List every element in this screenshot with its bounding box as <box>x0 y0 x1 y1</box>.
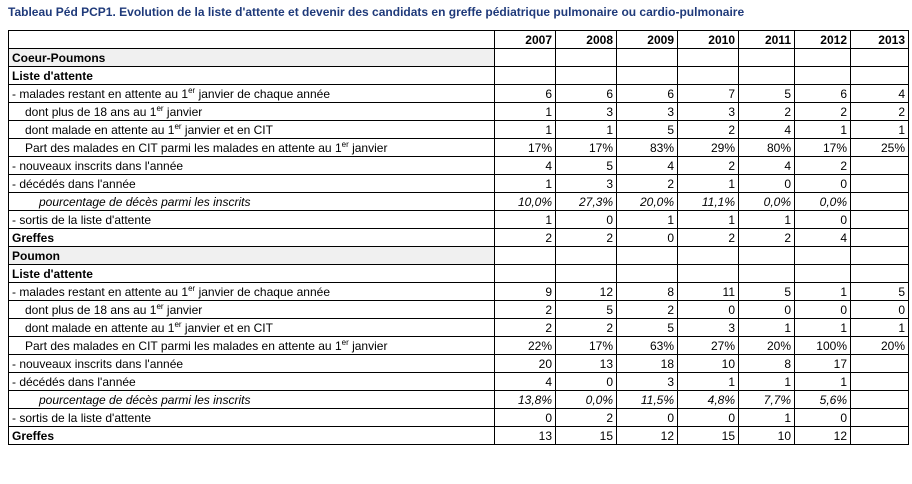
value-cell: 2 <box>556 319 617 337</box>
value-cell: 8 <box>739 355 795 373</box>
value-cell <box>739 49 795 67</box>
value-cell: 2 <box>739 103 795 121</box>
value-cell: 4 <box>617 157 678 175</box>
value-cell: 1 <box>495 103 556 121</box>
value-cell: 17 <box>795 355 851 373</box>
value-cell: 63% <box>617 337 678 355</box>
value-cell <box>739 265 795 283</box>
value-cell: 1 <box>795 121 851 139</box>
row-label-text: dont malade en attente au 1 <box>25 122 175 137</box>
table-row <box>9 193 909 211</box>
row-label-text: Part des malades en CIT parmi les malades en attente au 1 <box>25 140 342 155</box>
row-label <box>9 139 495 157</box>
value-cell: 6 <box>617 85 678 103</box>
value-cell: 22% <box>495 337 556 355</box>
value-cell: 20% <box>851 337 909 355</box>
row-label-text: pourcentage de décès parmi les inscrits <box>39 392 251 407</box>
value-cell <box>678 247 739 265</box>
value-cell: 0 <box>795 211 851 229</box>
value-cell: 11 <box>678 283 739 301</box>
year-header: 2013 <box>851 31 909 49</box>
value-cell: 20 <box>495 355 556 373</box>
value-cell <box>495 265 556 283</box>
value-cell: 6 <box>556 85 617 103</box>
table-row <box>9 139 909 157</box>
value-cell: 4 <box>795 229 851 247</box>
row-label-text: Liste d'attente <box>12 266 93 281</box>
value-cell: 5 <box>851 283 909 301</box>
row-label <box>9 283 495 301</box>
row-label-text-end: janvier <box>163 104 203 119</box>
row-label-text: Part des malades en CIT parmi les malades en attente au 1 <box>25 338 342 353</box>
section-row <box>9 49 909 67</box>
subheader-row <box>9 67 909 85</box>
value-cell: 1 <box>795 373 851 391</box>
value-cell: 4 <box>495 157 556 175</box>
value-cell: 20,0% <box>617 193 678 211</box>
value-cell: 1 <box>795 319 851 337</box>
value-cell: 10,0% <box>495 193 556 211</box>
table-row <box>9 157 909 175</box>
row-label-text-end: janvier de chaque année <box>195 284 331 299</box>
row-label <box>9 391 495 409</box>
year-header: 2009 <box>617 31 678 49</box>
value-cell: 1 <box>678 211 739 229</box>
row-label-text: dont plus de 18 ans au 1 <box>25 302 157 317</box>
table-row <box>9 85 909 103</box>
row-label <box>9 247 495 265</box>
value-cell <box>851 193 909 211</box>
year-header: 2008 <box>556 31 617 49</box>
value-cell: 3 <box>617 103 678 121</box>
value-cell: 5 <box>617 319 678 337</box>
value-cell: 12 <box>617 427 678 445</box>
value-cell <box>556 247 617 265</box>
row-label <box>9 355 495 373</box>
table-body <box>9 31 909 445</box>
value-cell <box>617 265 678 283</box>
value-cell: 5 <box>617 121 678 139</box>
value-cell: 5 <box>739 283 795 301</box>
value-cell: 0,0% <box>795 193 851 211</box>
row-label <box>9 229 495 247</box>
value-cell: 0 <box>851 301 909 319</box>
table-row <box>9 409 909 427</box>
value-cell <box>851 49 909 67</box>
row-label <box>9 265 495 283</box>
value-cell: 2 <box>495 301 556 319</box>
value-cell: 15 <box>678 427 739 445</box>
row-label-text-end: janvier et en CIT <box>181 320 273 335</box>
value-cell <box>739 67 795 85</box>
value-cell: 10 <box>678 355 739 373</box>
value-cell <box>495 67 556 85</box>
value-cell: 2 <box>795 157 851 175</box>
row-label-text: - nouveaux inscrits dans l'année <box>12 158 184 173</box>
row-label-superscript: er <box>174 319 182 329</box>
value-cell: 13,8% <box>495 391 556 409</box>
table-row <box>9 211 909 229</box>
value-cell: 1 <box>495 211 556 229</box>
value-cell: 4 <box>495 373 556 391</box>
value-cell: 2 <box>739 229 795 247</box>
table-row <box>9 103 909 121</box>
value-cell: 4 <box>851 85 909 103</box>
value-cell: 2 <box>678 157 739 175</box>
value-cell: 17% <box>556 337 617 355</box>
value-cell: 3 <box>556 103 617 121</box>
table-row <box>9 301 909 319</box>
header-corner-cell <box>9 31 495 49</box>
value-cell <box>851 67 909 85</box>
row-label-text: Greffes <box>12 428 55 443</box>
value-cell: 0 <box>678 301 739 319</box>
value-cell: 3 <box>678 319 739 337</box>
value-cell: 100% <box>795 337 851 355</box>
value-cell: 3 <box>617 373 678 391</box>
value-cell <box>617 247 678 265</box>
value-cell <box>851 355 909 373</box>
value-cell <box>795 265 851 283</box>
value-cell: 1 <box>851 319 909 337</box>
table-row <box>9 355 909 373</box>
value-cell <box>851 391 909 409</box>
row-label <box>9 175 495 193</box>
value-cell: 5 <box>556 301 617 319</box>
value-cell <box>678 67 739 85</box>
value-cell: 1 <box>795 283 851 301</box>
row-label-superscript: er <box>341 337 349 347</box>
value-cell <box>495 247 556 265</box>
row-label <box>9 319 495 337</box>
section-row <box>9 247 909 265</box>
value-cell: 29% <box>678 139 739 157</box>
year-header: 2012 <box>795 31 851 49</box>
value-cell: 15 <box>556 427 617 445</box>
value-cell <box>851 211 909 229</box>
value-cell: 1 <box>678 175 739 193</box>
row-label <box>9 427 495 445</box>
row-label <box>9 121 495 139</box>
value-cell: 17% <box>556 139 617 157</box>
row-label-superscript: er <box>174 121 182 131</box>
row-label-text: Poumon <box>12 248 60 263</box>
row-label-text: - décédés dans l'année <box>12 176 136 191</box>
value-cell: 5 <box>556 157 617 175</box>
value-cell <box>678 49 739 67</box>
row-label-text-end: janvier <box>348 338 388 353</box>
year-header: 2010 <box>678 31 739 49</box>
value-cell: 27,3% <box>556 193 617 211</box>
row-label-text-end: janvier <box>348 140 388 155</box>
value-cell: 25% <box>851 139 909 157</box>
value-cell: 17% <box>795 139 851 157</box>
value-cell: 2 <box>851 103 909 121</box>
value-cell <box>851 157 909 175</box>
row-label-superscript: er <box>341 139 349 149</box>
value-cell: 2 <box>495 319 556 337</box>
value-cell: 17% <box>495 139 556 157</box>
value-cell: 6 <box>795 85 851 103</box>
value-cell <box>556 67 617 85</box>
value-cell <box>851 427 909 445</box>
value-cell: 4 <box>739 121 795 139</box>
header-row <box>9 31 909 49</box>
table-title: Tableau Péd PCP1. Evolution de la liste d'attente et devenir des candidats en greffe pédiatrique pulmonaire ou cardio-pulmonaire <box>8 5 745 19</box>
table-row <box>9 427 909 445</box>
value-cell: 0 <box>795 301 851 319</box>
value-cell: 2 <box>795 103 851 121</box>
value-cell: 2 <box>617 301 678 319</box>
value-cell <box>739 247 795 265</box>
value-cell: 2 <box>556 409 617 427</box>
value-cell <box>851 373 909 391</box>
row-label-superscript: er <box>156 301 164 311</box>
value-cell: 4,8% <box>678 391 739 409</box>
row-label-text: - sortis de la liste d'attente <box>12 212 152 227</box>
value-cell: 5,6% <box>795 391 851 409</box>
value-cell <box>495 49 556 67</box>
value-cell: 1 <box>851 121 909 139</box>
row-label <box>9 103 495 121</box>
value-cell: 11,1% <box>678 193 739 211</box>
row-label-text: - malades restant en attente au 1 <box>12 86 189 101</box>
value-cell <box>556 265 617 283</box>
value-cell: 0 <box>739 175 795 193</box>
value-cell: 0 <box>556 373 617 391</box>
value-cell: 1 <box>739 211 795 229</box>
row-label-superscript: er <box>188 85 196 95</box>
row-label <box>9 337 495 355</box>
value-cell <box>851 175 909 193</box>
row-label-text: Greffes <box>12 230 55 245</box>
value-cell <box>851 409 909 427</box>
row-label-text: dont malade en attente au 1 <box>25 320 175 335</box>
value-cell: 0 <box>495 409 556 427</box>
table-row <box>9 337 909 355</box>
row-label-text: - décédés dans l'année <box>12 374 136 389</box>
value-cell: 0 <box>556 211 617 229</box>
row-label-text: - malades restant en attente au 1 <box>12 284 189 299</box>
value-cell: 13 <box>556 355 617 373</box>
row-label-superscript: er <box>188 283 196 293</box>
table-row <box>9 229 909 247</box>
waiting-list-table <box>8 30 909 445</box>
value-cell: 1 <box>495 175 556 193</box>
value-cell: 0,0% <box>556 391 617 409</box>
row-label-text: dont plus de 18 ans au 1 <box>25 104 157 119</box>
value-cell <box>617 67 678 85</box>
row-label-text: Liste d'attente <box>12 68 93 83</box>
row-label-text: Coeur-Poumons <box>12 50 106 65</box>
value-cell: 2 <box>678 229 739 247</box>
value-cell: 80% <box>739 139 795 157</box>
value-cell <box>678 265 739 283</box>
value-cell <box>851 247 909 265</box>
value-cell: 4 <box>739 157 795 175</box>
row-label <box>9 85 495 103</box>
row-label-text: - sortis de la liste d'attente <box>12 410 152 425</box>
value-cell <box>795 49 851 67</box>
value-cell: 1 <box>617 211 678 229</box>
row-label-superscript: er <box>156 103 164 113</box>
value-cell: 12 <box>795 427 851 445</box>
row-label-text: pourcentage de décès parmi les inscrits <box>39 194 251 209</box>
value-cell: 0,0% <box>739 193 795 211</box>
row-label-text-end: janvier et en CIT <box>181 122 273 137</box>
row-label <box>9 373 495 391</box>
value-cell: 2 <box>495 229 556 247</box>
value-cell: 3 <box>556 175 617 193</box>
value-cell: 13 <box>495 427 556 445</box>
table-row <box>9 373 909 391</box>
value-cell: 27% <box>678 337 739 355</box>
table-row <box>9 283 909 301</box>
value-cell: 5 <box>739 85 795 103</box>
row-label <box>9 301 495 319</box>
value-cell: 0 <box>739 301 795 319</box>
row-label <box>9 67 495 85</box>
value-cell <box>851 229 909 247</box>
value-cell: 9 <box>495 283 556 301</box>
value-cell: 6 <box>495 85 556 103</box>
table-row <box>9 121 909 139</box>
table-row <box>9 391 909 409</box>
value-cell <box>795 67 851 85</box>
value-cell: 1 <box>495 121 556 139</box>
value-cell: 1 <box>739 409 795 427</box>
value-cell: 1 <box>739 319 795 337</box>
value-cell: 0 <box>617 409 678 427</box>
row-label <box>9 211 495 229</box>
value-cell: 2 <box>678 121 739 139</box>
value-cell: 0 <box>795 175 851 193</box>
value-cell: 10 <box>739 427 795 445</box>
year-header: 2011 <box>739 31 795 49</box>
row-label-text-end: janvier de chaque année <box>195 86 331 101</box>
value-cell: 12 <box>556 283 617 301</box>
value-cell <box>851 265 909 283</box>
row-label <box>9 157 495 175</box>
value-cell: 18 <box>617 355 678 373</box>
value-cell: 2 <box>556 229 617 247</box>
value-cell <box>795 247 851 265</box>
value-cell: 1 <box>556 121 617 139</box>
row-label-text: - nouveaux inscrits dans l'année <box>12 356 184 371</box>
year-header: 2007 <box>495 31 556 49</box>
value-cell <box>617 49 678 67</box>
value-cell: 8 <box>617 283 678 301</box>
table-row <box>9 319 909 337</box>
value-cell: 0 <box>795 409 851 427</box>
value-cell: 11,5% <box>617 391 678 409</box>
value-cell: 3 <box>678 103 739 121</box>
value-cell: 7 <box>678 85 739 103</box>
subheader-row <box>9 265 909 283</box>
table-row <box>9 175 909 193</box>
value-cell: 1 <box>739 373 795 391</box>
value-cell: 20% <box>739 337 795 355</box>
value-cell: 2 <box>617 175 678 193</box>
row-label <box>9 409 495 427</box>
value-cell <box>556 49 617 67</box>
row-label <box>9 193 495 211</box>
value-cell: 0 <box>617 229 678 247</box>
row-label <box>9 49 495 67</box>
value-cell: 83% <box>617 139 678 157</box>
value-cell: 1 <box>678 373 739 391</box>
row-label-text-end: janvier <box>163 302 203 317</box>
value-cell: 7,7% <box>739 391 795 409</box>
value-cell: 0 <box>678 409 739 427</box>
